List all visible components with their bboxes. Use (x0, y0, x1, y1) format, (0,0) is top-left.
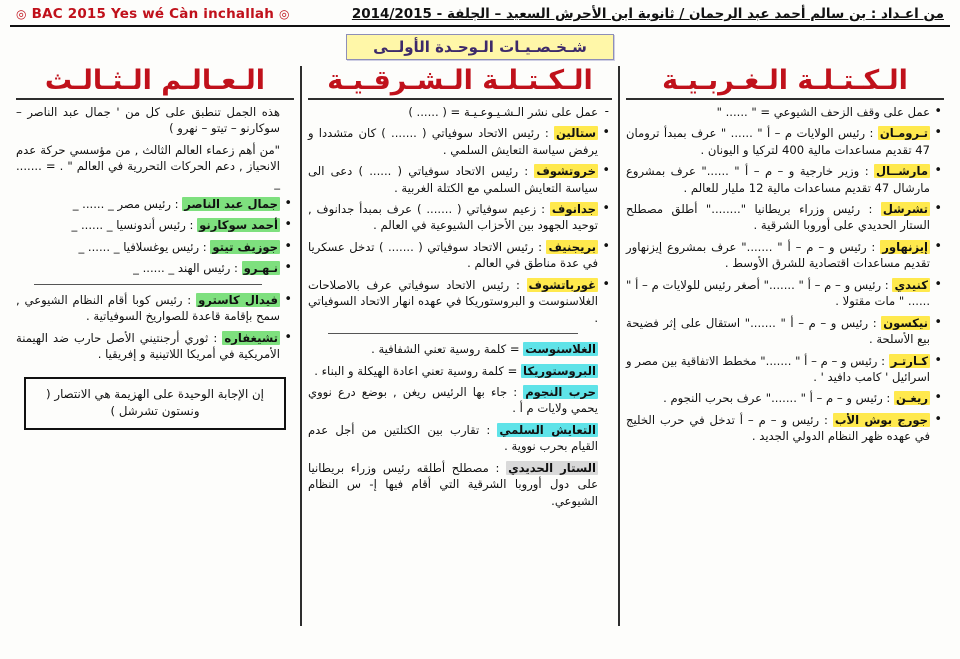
list-item (16, 330, 280, 363)
highlighted-term: مارشــال (876, 164, 928, 179)
section-divider (328, 333, 577, 334)
highlighted-term: بريجنيف (548, 239, 597, 254)
highlighted-term: الغلاسنوست (525, 342, 596, 357)
highlighted-term: ريغـن (896, 391, 928, 406)
item-text: : تقارب بين الكتلتين من أجل عدم القيام بحرب نووية . (308, 422, 598, 454)
highlighted-term: إيزنهاور (882, 239, 928, 254)
header-brand-line (16, 6, 290, 22)
column-third-world (10, 66, 300, 626)
highlighted-term: حرب النجوم (525, 385, 597, 400)
list-item (308, 341, 598, 357)
item-text: عرف بحرب النجوم . (663, 391, 763, 406)
list-item (308, 125, 598, 158)
list-item (626, 390, 930, 406)
item-text: : رئيس كوبا أقام النظام الشيوعي , سمح بإقامة قاعدة للصواريخ السوفياتية . (16, 292, 280, 324)
item-text: : رئيس و – م – أ " ......." (763, 277, 889, 292)
item-text: : رئيس الاتحاد سوفياتي ( ....... ) تدخل عسكريا في عدة مناطق في العالم . (308, 239, 598, 271)
highlighted-term: جورج بوش الأب (834, 412, 928, 427)
item-text: : رئيس الاتحاد سوفياتي ( ....... ) كان متشددا و يرفض سياسة التعايش السلمي . (308, 126, 598, 157)
highlighted-term: البروستوريكا (522, 363, 596, 378)
list-item (308, 384, 598, 417)
item-text: : رئيس الولايات م – أ " ...... " (720, 126, 874, 141)
item-text: عمل على وقف الزحف الشيوعي = " ...... " (716, 104, 930, 119)
page-title-wrapper (10, 34, 950, 60)
item-text: : رئيس الهند _ ...... _ (133, 261, 238, 276)
highlighted-term: جوزيف تيتو (212, 239, 278, 254)
circle-symbol-left-icon: ◎ (278, 7, 290, 21)
highlighted-term: نيكسون (883, 315, 929, 330)
item-text: استقال على إثر فضيحة بيع الأسلحة . (626, 315, 930, 347)
item-text: : رئيس الاتحاد سوفياتي ( ...... ) دعى الى سياسة التعايش السلمي مع الكتلة الغربية . (308, 164, 598, 195)
list-western-items (626, 104, 944, 445)
column-heading-western: الـكـتـلـة الـغـربـيـة (626, 66, 944, 100)
item-text: مخطط الاتفاقية بين مصر و اسرائيل ' كامب دافيد ' . (626, 353, 930, 385)
list-item (16, 239, 280, 255)
highlighted-term: غورباتشوف (528, 277, 596, 292)
item-text: "من أهم زعماء العالم الثالث , من مؤسسي حركة عدم الانحياز , دعم الحركات التحررية في العالم " . = ....... _ (16, 142, 280, 190)
page-title: شـخـصـيـات الـوحـدة الأولــى (346, 34, 614, 60)
item-text: : رئيس و – م – أ " ......." (760, 353, 886, 368)
item-text: أطلق مصطلح الستار الحديدي على أوروبا الشرقية . (626, 201, 930, 233)
item-text: : رئيس الاتحاد سوفياتي عرف بالاصلاحات الغلاسنوست و البروستوريكا في عهده انهار الاتحاد السوفياتي . (308, 277, 598, 325)
highlighted-term: فيدال كاسترو (198, 292, 278, 307)
highlighted-term: تشيغفاره (224, 330, 278, 345)
highlighted-term: ستالين (555, 126, 596, 141)
list-item (626, 412, 930, 445)
highlighted-term: الستار الحديدي (508, 460, 597, 475)
item-text: أصغر رئيس للولايات م – أ " ...... " مات مقتولا . (626, 277, 930, 309)
columns-container (10, 66, 950, 626)
item-text: : رئيس وزراء بريطانيا "........" (705, 201, 873, 216)
highlighted-term: نـهـرو (243, 261, 278, 276)
highlighted-term: أحمد سوكارنو (199, 218, 278, 233)
list-item (16, 196, 280, 212)
item-text: : وزير خارجية و – م – أ " ......" (701, 164, 869, 179)
list-item (16, 217, 280, 233)
quote-box: إن الإجابة الوحيدة على الهزيمة هي الانتصار ( ونستون تشرشل ) (24, 377, 286, 430)
item-text: : رئيس مصر _ ...... _ (72, 196, 179, 211)
list-item (16, 142, 280, 191)
item-text: : جاء بها الرئيس ريغن , بوضع درع نووي يحمي ولايات م أ . (308, 385, 598, 416)
list-item (16, 104, 280, 137)
highlighted-term: خروتشوف (536, 164, 597, 179)
list-eastern-items (308, 104, 612, 510)
document-header (10, 4, 950, 27)
item-text: = كلمة روسية تعني اعادة الهيكلة و البناء . (314, 363, 518, 378)
list-item (626, 239, 930, 272)
section-divider (34, 284, 261, 285)
list-item (626, 315, 930, 348)
highlighted-term: جمال عبد الناصر (184, 196, 278, 211)
column-heading-third-world: الـعـالـم الـثـالـث (16, 66, 294, 100)
list-third-world-items (16, 104, 294, 363)
list-item (626, 353, 930, 386)
item-text: : رئيس و – م – أ " ......." (765, 391, 891, 406)
item-text: : رئيس و – م – أ " ......." (744, 315, 877, 330)
highlighted-term: كنيدي (894, 277, 929, 292)
list-item (308, 363, 598, 379)
list-item (626, 277, 930, 310)
item-text: = كلمة روسية تعني الشفافية . (371, 342, 520, 357)
list-item (308, 277, 598, 326)
highlighted-term: تـرومـان (879, 126, 929, 141)
list-item (308, 104, 598, 120)
item-text: : رئيس و – م – أ " ......." (741, 239, 876, 254)
list-item (308, 201, 598, 234)
header-brand-text: BAC 2015 Yes wé Càn inchallah (31, 6, 275, 22)
item-text: عرف بمشروع مارشال 47 تقديم مساعدات مالية 12 مليار للعالم . (626, 164, 930, 195)
list-item (626, 163, 930, 196)
list-item (626, 125, 930, 158)
highlighted-term: التعايش السلمي (499, 422, 596, 437)
item-text: : زعيم سوفياتي ( ....... ) عرف بمبدأ جدانوف , توحيد الجهود بين الأحزاب الشيوعية في العالم . (308, 201, 598, 233)
column-eastern-bloc (300, 66, 618, 626)
list-item (308, 239, 598, 272)
highlighted-term: جدانوف (551, 201, 597, 216)
list-item (308, 163, 598, 196)
item-text: هذه الجمل تنطبق على كل من ' جمال عبد الناصر – سوكارنو – تيتو – نهرو ) (16, 104, 280, 136)
item-text: : رئيس أندونسيا _ ...... _ (71, 218, 194, 233)
list-item (16, 292, 280, 325)
highlighted-term: تشرشل (882, 201, 928, 216)
circle-symbol-right-icon: ◎ (16, 7, 27, 21)
list-item (16, 260, 280, 276)
list-item (308, 460, 598, 509)
column-western-bloc (618, 66, 950, 626)
item-text: : مصطلح أطلقه رئيس وزراء بريطانيا على دول أوروبا الشرقية التي أقام فيها إ- س النظام الشيوعي. (308, 460, 598, 508)
item-text: عرف بمبدأ ترومان 47 تقديم مساعدات مالية 400 لتركيا و اليونان . (626, 126, 930, 157)
list-item (308, 422, 598, 455)
highlighted-term: كـارتـر (890, 353, 929, 368)
item-text: عمل على نشر الـشـيـوعـيـة = ( ...... ) (408, 104, 598, 119)
column-heading-eastern: الـكـتـلـة الـشـرقـيـة (308, 66, 612, 100)
list-item (626, 201, 930, 234)
list-item (626, 104, 930, 120)
header-author-line: من اعـداد : بن سالم أحمد عبد الرحمان / ثانوية ابن الأحرش السعيد – الجلفة - 2014/2015 (351, 6, 944, 22)
item-text: : رئيس و – م – أ تدخل في حرب الخليج في عهده ظهر النظام الدولي الجديد . (626, 412, 930, 444)
item-text: : رئيس يوغسلافيا _ ...... _ (78, 239, 207, 254)
item-text: عرف بمشروع إيزنهاور تقديم مساعدات اقتصادية للشرق الأوسط . (626, 239, 930, 271)
item-text: : ثوري أرجنتيني الأصل حارب ضد الهيمنة الأمريكية في أمريكا اللاتينية و إفريقيا . (16, 330, 280, 362)
